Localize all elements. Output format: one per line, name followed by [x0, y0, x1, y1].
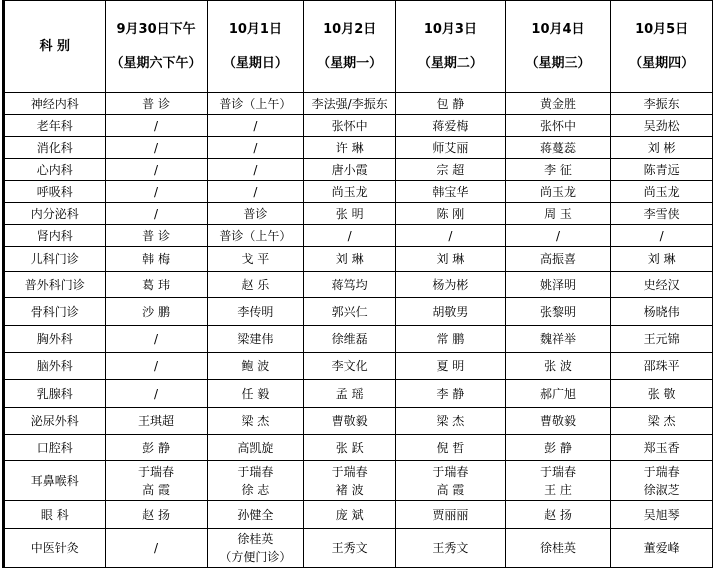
table-row — [4, 93, 713, 115]
dept-cell: 肾内科 — [4, 225, 106, 247]
table-row — [4, 137, 713, 159]
doctor-cell — [396, 115, 506, 137]
doctor-cell — [304, 353, 396, 380]
doctor-name: 蒋笃均 — [331, 277, 368, 292]
doctor-cell — [207, 408, 304, 435]
doctor-cell — [207, 326, 304, 353]
doctor-cell — [304, 137, 396, 159]
day-date: 10月5日 — [635, 21, 689, 37]
doctor-cell — [105, 225, 207, 247]
doctor-name: / — [555, 228, 561, 243]
doctor-name: 徐维磊 — [331, 332, 368, 346]
doctor-name: 包 静 — [436, 96, 465, 111]
doctor-name: / — [154, 206, 159, 221]
table-row — [4, 181, 713, 203]
doctor-cell — [396, 435, 506, 461]
doctor-name: 董爱峰 — [643, 541, 680, 555]
doctor-cell — [396, 408, 506, 435]
doctor-cell — [304, 181, 396, 203]
doctor-cell — [505, 137, 611, 159]
doctor-name: 刘 琳 — [647, 252, 676, 266]
doctor-cell — [304, 247, 396, 272]
doctor-cell — [505, 380, 611, 408]
dept-cell: 呼吸科 — [4, 181, 106, 203]
day-date: 10月3日 — [423, 21, 477, 37]
day-date: 9月30日下午 — [116, 21, 196, 37]
doctor-cell — [505, 272, 611, 298]
doctor-name: 宗 超 — [436, 162, 465, 177]
doctor-cell — [505, 501, 611, 529]
doctor-cell — [105, 501, 207, 529]
doctor-cell — [105, 435, 207, 461]
doctor-name: 戈 平 — [241, 252, 270, 266]
doctor-name: 赵 扬 — [544, 507, 572, 522]
doctor-name: 刘 彬 — [647, 140, 676, 155]
doctor-cell — [611, 137, 713, 159]
doctor-cell — [505, 298, 611, 326]
doctor-name: 李 静 — [436, 386, 465, 401]
doctor-name: 于瑞春 — [539, 464, 576, 479]
doctor-cell — [505, 326, 611, 353]
doctor-cell — [207, 115, 304, 137]
doctor-name: 徐 志 — [241, 482, 270, 497]
doctor-cell — [105, 137, 207, 159]
doctor-cell — [396, 159, 506, 181]
dept-cell: 中医针灸 — [4, 529, 106, 568]
doctor-cell — [611, 408, 713, 435]
doctor-cell — [207, 435, 304, 461]
doctor-name: 孟 瑶 — [335, 386, 364, 401]
table-row — [4, 380, 713, 408]
day-header — [611, 1, 713, 93]
dept-cell: 胸外科 — [4, 326, 106, 353]
doctor-name: / — [154, 140, 159, 155]
doctor-cell — [304, 461, 396, 501]
doctor-cell — [505, 247, 611, 272]
doctor-name: 高 霞 — [142, 482, 170, 497]
doctor-cell — [396, 501, 506, 529]
doctor-cell — [207, 353, 304, 380]
doctor-name: 普诊（上午） — [219, 228, 292, 243]
doctor-name: 李雪侠 — [643, 206, 680, 221]
doctor-name: 普诊（上午） — [219, 96, 292, 111]
doctor-name: 吴劲松 — [643, 118, 680, 133]
header-row — [4, 1, 713, 93]
doctor-cell — [105, 298, 207, 326]
doctor-cell — [105, 272, 207, 298]
table-row — [4, 225, 713, 247]
doctor-name: 李振东 — [643, 96, 680, 111]
doctor-name: 梁建伟 — [237, 332, 274, 346]
dept-cell: 老年科 — [4, 115, 106, 137]
dept-cell: 内分泌科 — [4, 203, 106, 225]
day-weekday: （星期二） — [417, 55, 483, 71]
doctor-cell — [396, 247, 506, 272]
doctor-cell — [611, 298, 713, 326]
doctor-cell — [304, 501, 396, 529]
doctor-cell — [505, 225, 611, 247]
doctor-cell — [505, 353, 611, 380]
doctor-cell — [396, 203, 506, 225]
doctor-name: 赵 扬 — [142, 507, 170, 522]
dept-cell: 普外科门诊 — [4, 272, 106, 298]
doctor-name: 葛 玮 — [142, 277, 170, 292]
doctor-name: 李法强/李振东 — [311, 96, 388, 111]
doctor-cell — [396, 461, 506, 501]
doctor-name: 于瑞春 — [643, 464, 680, 479]
doctor-name: 倪 哲 — [436, 440, 465, 455]
doctor-name: （方便门诊） — [219, 550, 292, 564]
doctor-name: 徐桂英 — [237, 532, 274, 546]
doctor-cell — [396, 326, 506, 353]
doctor-cell — [304, 225, 396, 247]
doctor-cell — [611, 93, 713, 115]
day-weekday: （星期四） — [629, 55, 695, 71]
doctor-name: 杨为彬 — [432, 277, 469, 292]
doctor-cell — [396, 181, 506, 203]
doctor-name: 王元锦 — [643, 332, 680, 346]
table-row — [4, 529, 713, 568]
doctor-cell — [396, 380, 506, 408]
doctor-name: 于瑞春 — [432, 464, 469, 479]
doctor-name: 曹敬毅 — [539, 414, 576, 428]
doctor-name: 贾丽丽 — [432, 507, 469, 522]
doctor-cell — [304, 93, 396, 115]
doctor-name: 普诊 — [243, 206, 268, 221]
day-weekday: （星期一） — [317, 55, 383, 71]
table-row — [4, 353, 713, 380]
doctor-cell — [105, 159, 207, 181]
table-body — [4, 93, 713, 568]
doctor-name: 彭 静 — [142, 440, 170, 455]
doctor-cell — [105, 93, 207, 115]
day-header — [304, 1, 396, 93]
doctor-cell — [304, 326, 396, 353]
doctor-name: 陈青远 — [643, 162, 680, 177]
doctor-name: 梁 杰 — [436, 414, 465, 428]
doctor-cell — [505, 181, 611, 203]
table-row — [4, 501, 713, 529]
doctor-name: 魏祥举 — [539, 332, 576, 346]
doctor-cell — [611, 461, 713, 501]
table-row — [4, 298, 713, 326]
doctor-cell — [505, 93, 611, 115]
doctor-name: 刘 琳 — [436, 252, 465, 266]
doctor-name: 张 明 — [335, 206, 364, 221]
day-weekday: （星期日） — [222, 55, 288, 71]
doctor-cell — [207, 298, 304, 326]
day-weekday: （星期六下午） — [110, 55, 202, 71]
dept-cell: 神经内科 — [4, 93, 106, 115]
table-row — [4, 272, 713, 298]
doctor-name: 胡敬男 — [432, 304, 469, 319]
day-header — [505, 1, 611, 93]
doctor-name: 夏 明 — [436, 359, 465, 373]
doctor-cell — [611, 159, 713, 181]
doctor-cell — [105, 353, 207, 380]
doctor-cell — [207, 501, 304, 529]
doctor-name: 王 庄 — [544, 482, 572, 497]
doctor-cell — [505, 435, 611, 461]
doctor-name: 高 霞 — [436, 482, 465, 497]
doctor-cell — [396, 137, 506, 159]
doctor-name: 王秀文 — [432, 541, 469, 555]
doctor-name: 史经汉 — [643, 277, 680, 292]
duty-schedule-table — [2, 0, 713, 568]
doctor-name: / — [253, 118, 258, 133]
doctor-cell — [304, 380, 396, 408]
doctor-cell — [611, 181, 713, 203]
table-row — [4, 408, 713, 435]
doctor-name: 任 毅 — [241, 386, 270, 401]
doctor-cell — [304, 435, 396, 461]
dept-cell: 儿科门诊 — [4, 247, 106, 272]
doctor-cell — [105, 326, 207, 353]
doctor-cell — [396, 353, 506, 380]
doctor-cell — [396, 93, 506, 115]
doctor-name: / — [659, 228, 664, 243]
doctor-name: 于瑞春 — [331, 464, 368, 479]
dept-cell: 乳腺科 — [4, 380, 106, 408]
doctor-cell — [611, 115, 713, 137]
doctor-cell — [207, 159, 304, 181]
doctor-cell — [505, 408, 611, 435]
table-row — [4, 247, 713, 272]
dept-cell: 心内科 — [4, 159, 106, 181]
doctor-name: 郭兴仁 — [331, 304, 368, 319]
table-row — [4, 159, 713, 181]
doctor-name: 鲍 波 — [241, 359, 270, 373]
dept-cell: 口腔科 — [4, 435, 106, 461]
doctor-name: 杨晓伟 — [643, 304, 680, 319]
doctor-cell — [505, 203, 611, 225]
doctor-cell — [396, 225, 506, 247]
doctor-cell — [207, 380, 304, 408]
doctor-name: / — [154, 332, 159, 346]
doctor-cell — [611, 529, 713, 568]
day-header — [396, 1, 506, 93]
day-date: 10月2日 — [323, 21, 377, 37]
doctor-cell — [207, 93, 304, 115]
doctor-cell — [396, 529, 506, 568]
doctor-name: 庞 斌 — [335, 507, 364, 522]
doctor-name: 沙 鹏 — [142, 304, 170, 319]
doctor-cell — [105, 181, 207, 203]
doctor-cell — [207, 181, 304, 203]
doctor-name: 蒋爱梅 — [432, 118, 469, 133]
doctor-name: 徐桂英 — [539, 541, 576, 555]
doctor-name: / — [253, 162, 258, 177]
dept-cell: 泌尿外科 — [4, 408, 106, 435]
table-row — [4, 115, 713, 137]
day-date: 10月1日 — [228, 21, 282, 37]
doctor-name: 韩宝华 — [432, 184, 469, 199]
doctor-cell — [505, 529, 611, 568]
doctor-cell — [611, 225, 713, 247]
doctor-name: 郝广旭 — [539, 386, 576, 401]
doctor-name: 张 波 — [544, 359, 572, 373]
doctor-name: 蒋蔓蕊 — [539, 140, 576, 155]
doctor-cell — [207, 203, 304, 225]
doctor-name: 陈 刚 — [436, 206, 465, 221]
doctor-name: 尚玉龙 — [643, 184, 680, 199]
doctor-cell — [611, 326, 713, 353]
table-row — [4, 203, 713, 225]
table-row — [4, 461, 713, 501]
doctor-name: 常 鹏 — [436, 332, 465, 346]
doctor-name: 于瑞春 — [237, 464, 274, 479]
doctor-name: 高振喜 — [539, 252, 576, 266]
doctor-name: 尚玉龙 — [539, 184, 576, 199]
doctor-name: / — [154, 118, 159, 133]
doctor-name: 张 敬 — [647, 386, 676, 401]
doctor-name: 唐小霞 — [331, 162, 368, 177]
day-weekday: （星期三） — [525, 55, 591, 71]
doctor-cell — [207, 461, 304, 501]
doctor-name: 赵 乐 — [241, 277, 270, 292]
dept-cell: 骨科门诊 — [4, 298, 106, 326]
table-header — [4, 1, 713, 93]
dept-cell: 消化科 — [4, 137, 106, 159]
doctor-name: 张 跃 — [335, 440, 364, 455]
doctor-cell — [611, 247, 713, 272]
doctor-cell — [505, 159, 611, 181]
doctor-cell — [304, 529, 396, 568]
doctor-name: / — [154, 184, 159, 199]
doctor-name: / — [154, 541, 159, 555]
doctor-name: 梁 杰 — [647, 414, 676, 428]
doctor-name: 韩 梅 — [142, 252, 170, 266]
doctor-cell — [207, 247, 304, 272]
doctor-cell — [505, 461, 611, 501]
doctor-name: / — [347, 228, 352, 243]
doctor-name: 彭 静 — [544, 440, 572, 455]
doctor-cell — [105, 408, 207, 435]
dept-header: 科 别 — [4, 1, 106, 93]
doctor-cell — [611, 501, 713, 529]
doctor-name: 于瑞春 — [138, 464, 175, 479]
doctor-cell — [505, 115, 611, 137]
doctor-cell — [304, 298, 396, 326]
doctor-cell — [611, 380, 713, 408]
doctor-name: 张怀中 — [539, 118, 576, 133]
doctor-cell — [611, 435, 713, 461]
doctor-name: 曹敬毅 — [331, 414, 368, 428]
doctor-name: / — [154, 162, 159, 177]
table-row — [4, 435, 713, 461]
dept-cell: 脑外科 — [4, 353, 106, 380]
dept-cell: 耳鼻喉科 — [4, 461, 106, 501]
doctor-cell — [207, 529, 304, 568]
doctor-name: 黄金胜 — [539, 96, 576, 111]
doctor-name: / — [448, 228, 453, 243]
doctor-name: 师艾丽 — [432, 140, 469, 155]
doctor-cell — [396, 272, 506, 298]
doctor-name: 李文化 — [331, 359, 368, 373]
doctor-name: / — [154, 386, 159, 401]
doctor-name: 郑玉香 — [643, 440, 680, 455]
doctor-name: 王秀文 — [331, 541, 368, 555]
doctor-cell — [611, 203, 713, 225]
doctor-name: 姚泽明 — [539, 277, 576, 292]
doctor-cell — [105, 461, 207, 501]
doctor-name: 张怀中 — [331, 118, 368, 133]
doctor-name: 吴旭琴 — [643, 507, 680, 522]
doctor-cell — [304, 159, 396, 181]
doctor-name: 邵珠平 — [643, 359, 680, 373]
doctor-name: 褚 波 — [335, 482, 364, 497]
doctor-name: / — [253, 140, 258, 155]
doctor-name: 高凯旋 — [237, 440, 274, 455]
day-header — [207, 1, 304, 93]
doctor-name: 王琪超 — [138, 414, 175, 428]
doctor-cell — [304, 203, 396, 225]
table-row — [4, 326, 713, 353]
doctor-name: 徐淑芝 — [643, 482, 680, 497]
doctor-cell — [105, 203, 207, 225]
doctor-name: 梁 杰 — [241, 414, 270, 428]
doctor-cell — [105, 529, 207, 568]
doctor-cell — [207, 225, 304, 247]
doctor-cell — [304, 408, 396, 435]
doctor-cell — [396, 298, 506, 326]
doctor-name: 普 诊 — [142, 228, 170, 243]
day-header — [105, 1, 207, 93]
doctor-cell — [207, 272, 304, 298]
doctor-name: 普 诊 — [142, 96, 170, 111]
doctor-cell — [105, 247, 207, 272]
doctor-name: 许 琳 — [335, 140, 364, 155]
doctor-cell — [611, 272, 713, 298]
doctor-name: / — [253, 184, 258, 199]
doctor-cell — [304, 272, 396, 298]
day-date: 10月4日 — [531, 21, 585, 37]
doctor-name: 尚玉龙 — [331, 184, 368, 199]
doctor-name: 周 玉 — [544, 206, 572, 221]
doctor-name: 张黎明 — [539, 304, 576, 319]
dept-cell: 眼 科 — [4, 501, 106, 529]
doctor-name: 刘 琳 — [335, 252, 364, 266]
doctor-name: 孙健全 — [237, 507, 274, 522]
doctor-name: 李 征 — [544, 162, 572, 177]
doctor-cell — [207, 137, 304, 159]
doctor-cell — [105, 115, 207, 137]
doctor-cell — [105, 380, 207, 408]
doctor-name: 李传明 — [237, 304, 274, 319]
doctor-name: / — [154, 359, 159, 373]
doctor-cell — [304, 115, 396, 137]
doctor-cell — [611, 353, 713, 380]
